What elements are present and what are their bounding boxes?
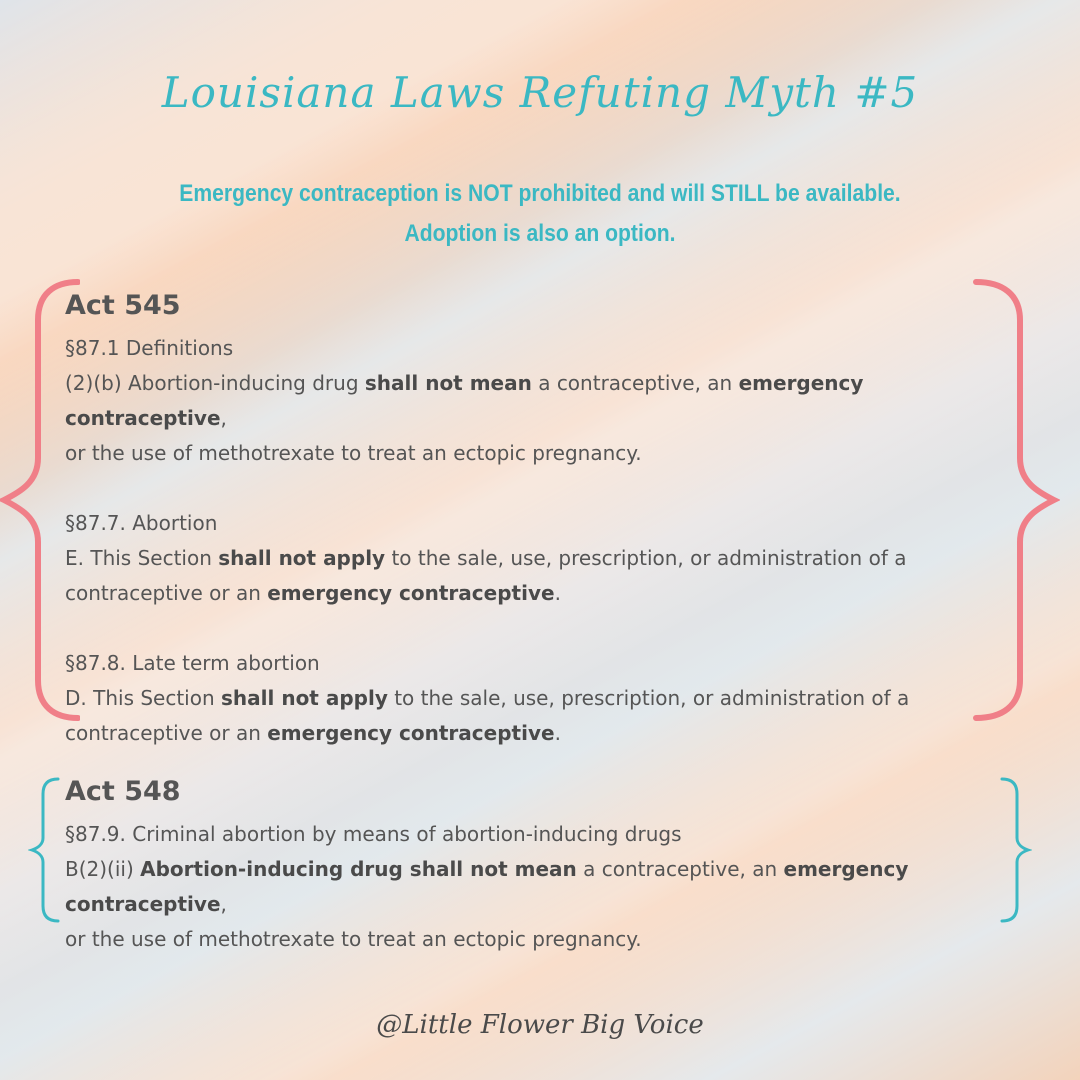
act-548-title: Act 548 — [65, 776, 181, 807]
section-text — [65, 716, 1025, 751]
section-heading: §87.8. Late term abortion — [65, 651, 320, 675]
text-run: E. This Section — [65, 546, 219, 570]
text-run: contraceptive or an — [65, 721, 268, 745]
text-run: B(2)(ii) — [65, 857, 141, 881]
bold-text: emergency contraceptive — [267, 581, 555, 605]
section-text — [65, 541, 1025, 576]
signature: @Little Flower Big Voice — [376, 1010, 704, 1040]
act-545-title: Act 545 — [65, 290, 181, 321]
text-run: contraceptive or an — [65, 581, 268, 605]
text-run: a contraceptive, an — [576, 857, 784, 881]
act-545-section-87-1 — [65, 331, 1025, 471]
text-run: , — [220, 892, 227, 916]
section-text: or the use of methotrexate to treat an ectopic pregnancy. — [65, 441, 642, 465]
page-title: Louisiana Laws Refuting Myth #5 — [161, 68, 919, 117]
text-run: (2)(b) Abortion-inducing drug — [65, 371, 365, 395]
section-text — [65, 852, 1025, 922]
subtitle — [0, 174, 1080, 254]
section-heading: §87.7. Abortion — [65, 511, 218, 535]
bold-text: Abortion-inducing drug shall not mean — [140, 857, 577, 881]
text-run: , — [220, 406, 227, 430]
section-text — [65, 681, 1025, 716]
text-run: a contraceptive, an — [531, 371, 739, 395]
act-548-section — [65, 776, 1025, 957]
bold-text: emergency contraceptive — [267, 721, 555, 745]
section-text — [65, 366, 1025, 436]
text-run: . — [554, 581, 561, 605]
subtitle-line-2: Adoption is also an option. — [404, 220, 676, 247]
bold-text: shall not mean — [364, 371, 532, 395]
act-545-section-87-7 — [65, 506, 1025, 611]
bold-text: emergency contraceptive — [65, 857, 909, 916]
text-run: to the sale, use, prescription, or administration of a — [385, 546, 907, 570]
text-run: D. This Section — [65, 686, 222, 710]
bold-text: shall not apply — [221, 686, 388, 710]
bold-text: emergency contraceptive — [65, 371, 864, 430]
act-545-section-87-8 — [65, 646, 1025, 751]
bold-text: shall not apply — [218, 546, 386, 570]
text-run: . — [554, 721, 561, 745]
act-545-section — [65, 290, 1025, 751]
text-run: to the sale, use, prescription, or administration of a — [387, 686, 910, 710]
section-heading: §87.9. Criminal abortion by means of abortion-inducing drugs — [65, 822, 682, 846]
section-heading: §87.1 Definitions — [65, 336, 234, 360]
subtitle-line-1: Emergency contraception is NOT prohibited and will STILL be available. — [179, 180, 901, 207]
act-548-section-87-9 — [65, 817, 1025, 957]
left-brace-teal — [28, 776, 62, 924]
section-text: or the use of methotrexate to treat an ectopic pregnancy. — [65, 927, 642, 951]
section-text — [65, 576, 1025, 611]
